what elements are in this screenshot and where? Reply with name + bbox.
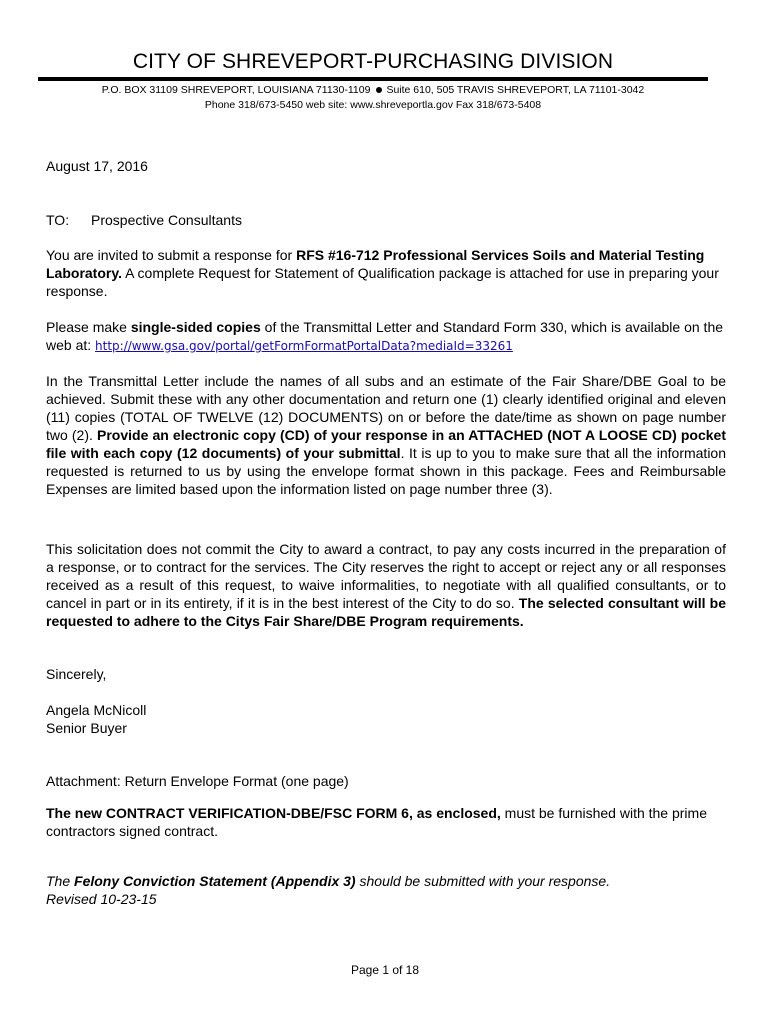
felony-statement-emphasis: Felony Conviction Statement (Appendix 3) — [74, 873, 356, 889]
paragraph-felony — [46, 872, 726, 890]
header-divider — [38, 77, 708, 81]
address-street: Suite 610, 505 TRAVIS SHREVEPORT, LA 71101-3042 — [386, 84, 645, 96]
letter-date: August 17, 2016 — [46, 158, 148, 174]
paragraph-transmittal — [46, 372, 726, 498]
p3-text-end: . It is up to you to make sure that all the information requested is returned to us by using the envelope format shown in this package. Fees and Reimbursable Expenses are limited based upon the information listed on page number three (3). — [46, 445, 727, 497]
paragraph-solicitation — [46, 540, 726, 630]
p3-text: In the Transmittal Letter include the names of all subs and an estimate of the Fair Share/DBE Goal to be achieved. Submit these with any other documentation and return one (1) clearly identified original and eleven (11) copies (TOTAL OF TWELVE (12) DOCUMENTS) on or before the date/time as shown on page number two (2). — [46, 373, 726, 443]
bullet-icon — [376, 87, 382, 93]
signer-name: Angela McNicoll — [46, 702, 147, 718]
dbe-requirement-emphasis: The selected consultant will be requested to adhere to the Citys Fair Share/DBE Program requirements. — [46, 595, 726, 629]
p1-text: You are invited to submit a response for — [46, 247, 297, 263]
p2-text: Please make — [46, 319, 131, 335]
to-label: TO: — [46, 212, 70, 228]
form-330-link[interactable]: http://www.gsa.gov/portal/getFormFormatPortalData?mediaId=33261 — [95, 339, 513, 353]
single-sided-emphasis: single-sided copies — [130, 319, 261, 335]
page-number: Page 1 of 18 — [350, 963, 420, 977]
signer-title: Senior Buyer — [46, 720, 127, 736]
page-title: CITY OF SHREVEPORT-PURCHASING DIVISION — [132, 50, 614, 73]
revised-date: Revised 10-23-15 — [46, 891, 157, 907]
p6-text-end: should be submitted with your response. — [355, 873, 611, 889]
p1-text-end: A complete Request for Statement of Qualification package is attached for use in preparing your response. — [46, 265, 719, 299]
form-6-emphasis: The new CONTRACT VERIFICATION-DBE/FSC FORM 6, as enclosed, — [46, 805, 501, 821]
electronic-copy-emphasis: Provide an electronic copy (CD) of your response in an ATTACHED (NOT A LOOSE CD) pocket file with each copy (12 documents) of your submittal — [46, 427, 726, 461]
header-contact: Phone 318/673-5450 web site: www.shreveportla.gov Fax 318/673-5408 — [204, 99, 542, 111]
recipient-line — [46, 211, 726, 229]
paragraph-copies — [46, 318, 726, 355]
address-po-box: P.O. BOX 31109 SHREVEPORT, LOUISIANA 71130-1109 — [101, 84, 371, 96]
p6-text: The — [46, 873, 75, 889]
attachment-note: Attachment: Return Envelope Format (one page) — [46, 773, 349, 789]
header-address — [38, 84, 708, 97]
paragraph-invitation — [46, 246, 726, 300]
p2-text-end: of the Transmittal Letter and Standard Form 330, which is available on the web at: — [46, 319, 724, 353]
paragraph-form-6 — [46, 804, 726, 840]
rfs-title: RFS #16-712 Professional Services Soils and Material Testing Laboratory. — [46, 247, 705, 281]
closing: Sincerely, — [46, 666, 107, 682]
p5-text-end: must be furnished with the prime contractors signed contract. — [46, 805, 707, 839]
to-value: Prospective Consultants — [91, 212, 242, 228]
p4-text: This solicitation does not commit the City to award a contract, to pay any costs incurred in the preparation of a response, or to contract for the services. The City reserves the right to accept or reject any or all responses received as a result of this request, to waive informalities, to negotiate with all qualified consultants, or to cancel in part or in its entirety, if it is in the best interest of the City to do so. — [46, 541, 726, 611]
